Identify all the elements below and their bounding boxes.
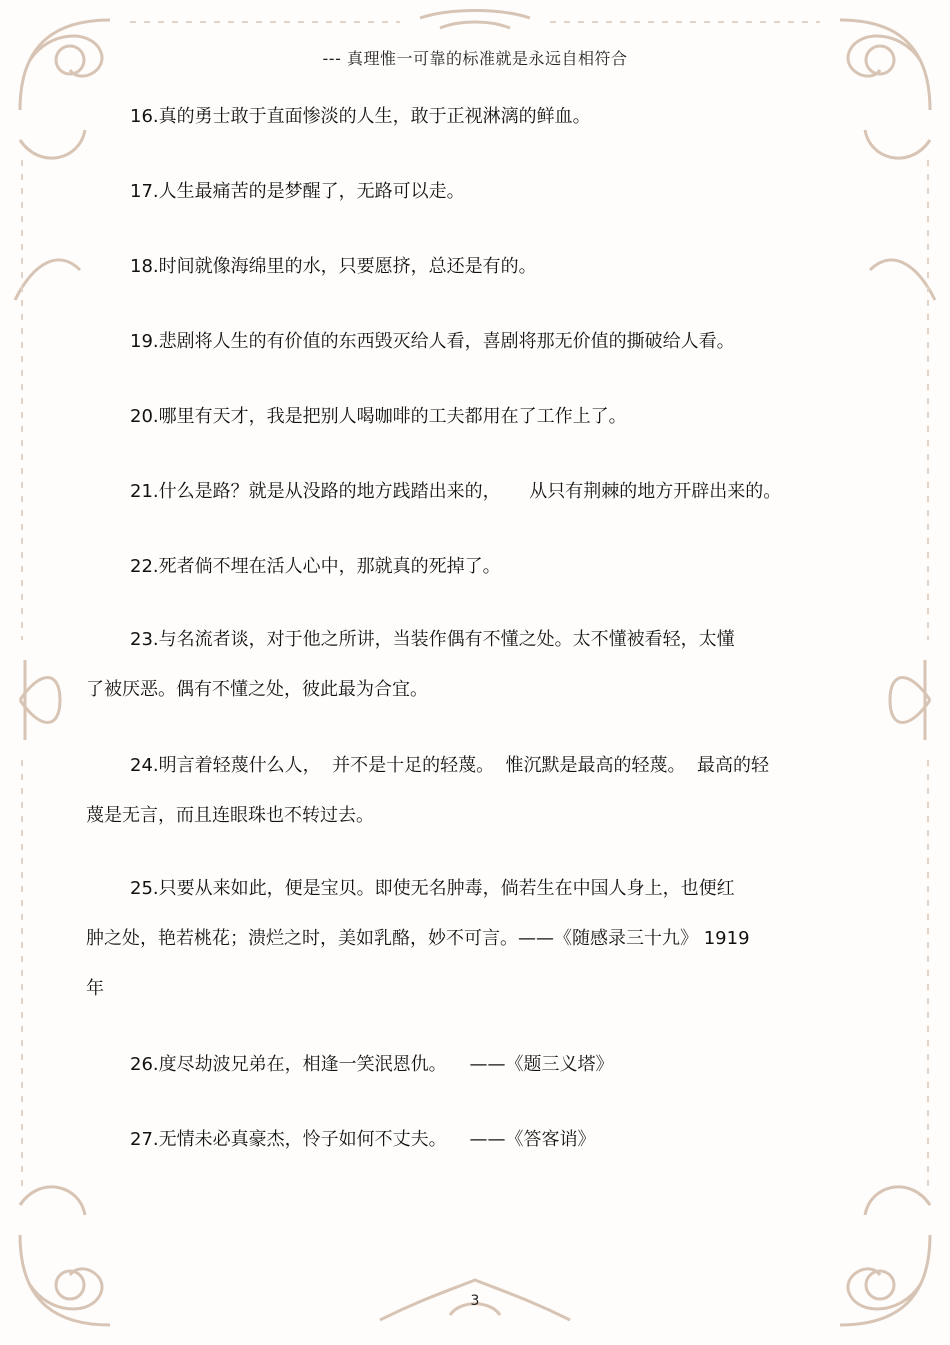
quote-line: 24.明言着轻蔑什么人， 并不是十足的轻蔑。 惟沉默是最高的轻蔑。 最高的轻 — [130, 755, 769, 776]
quote-line: 了被厌恶。偶有不懂之处，彼此最为合宜。 — [86, 679, 428, 700]
quote-26 — [86, 1040, 866, 1090]
quote-24 — [86, 741, 866, 841]
quote-19 — [86, 317, 866, 367]
quote-16 — [86, 92, 866, 142]
quote-line: 肿之处，艳若桃花；溃烂之时，美如乳酪，妙不可言。——《随感录三十九》 1919 — [86, 928, 750, 949]
quote-18 — [86, 242, 866, 292]
quote-20 — [86, 392, 866, 442]
quote-22 — [86, 542, 866, 592]
quote-line: 26.度尽劫波兄弟在，相逢一笑泯恩仇。 ——《题三义塔》 — [130, 1054, 614, 1075]
quote-27 — [86, 1115, 866, 1165]
page-header: --- 真理惟一可靠的标准就是永远自相符合 — [322, 49, 628, 68]
quote-line: 22.死者倘不埋在活人心中，那就真的死掉了。 — [130, 556, 501, 577]
quote-line: 23.与名流者谈，对于他之所讲，当装作偶有不懂之处。太不懂被看轻，太懂 — [130, 629, 735, 650]
quote-25 — [86, 864, 866, 1014]
side-ornament-left — [20, 660, 60, 740]
quote-line: 25.只要从来如此，便是宝贝。即使无名肿毒，倘若生在中国人身上，也便红 — [130, 878, 735, 899]
quote-line: 蔑是无言，而且连眼珠也不转过去。 — [86, 805, 374, 826]
quote-line: 21.什么是路？就是从没路的地方践踏出来的， 从只有荆棘的地方开辟出来的。 — [130, 481, 782, 502]
quote-line: 27.无情未必真豪杰，怜子如何不丈夫。 ——《答客诮》 — [130, 1129, 596, 1150]
quote-17 — [86, 167, 866, 217]
quote-line: 19.悲剧将人生的有价值的东西毁灭给人看，喜剧将那无价值的撕破给人看。 — [130, 331, 735, 352]
quote-21 — [86, 467, 866, 517]
quote-23 — [86, 615, 866, 715]
quote-line: 20.哪里有天才，我是把别人喝咖啡的工夫都用在了工作上了。 — [130, 406, 627, 427]
quote-line: 年 — [86, 978, 104, 999]
page-number: 3 — [470, 1293, 480, 1309]
quote-line: 17.人生最痛苦的是梦醒了，无路可以走。 — [130, 181, 465, 202]
quote-line: 18.时间就像海绵里的水，只要愿挤，总还是有的。 — [130, 256, 537, 277]
quote-line: 16.真的勇士敢于直面惨淡的人生，敢于正视淋漓的鲜血。 — [130, 106, 591, 127]
top-center-ornament — [420, 11, 530, 29]
side-ornament-right — [890, 660, 930, 740]
